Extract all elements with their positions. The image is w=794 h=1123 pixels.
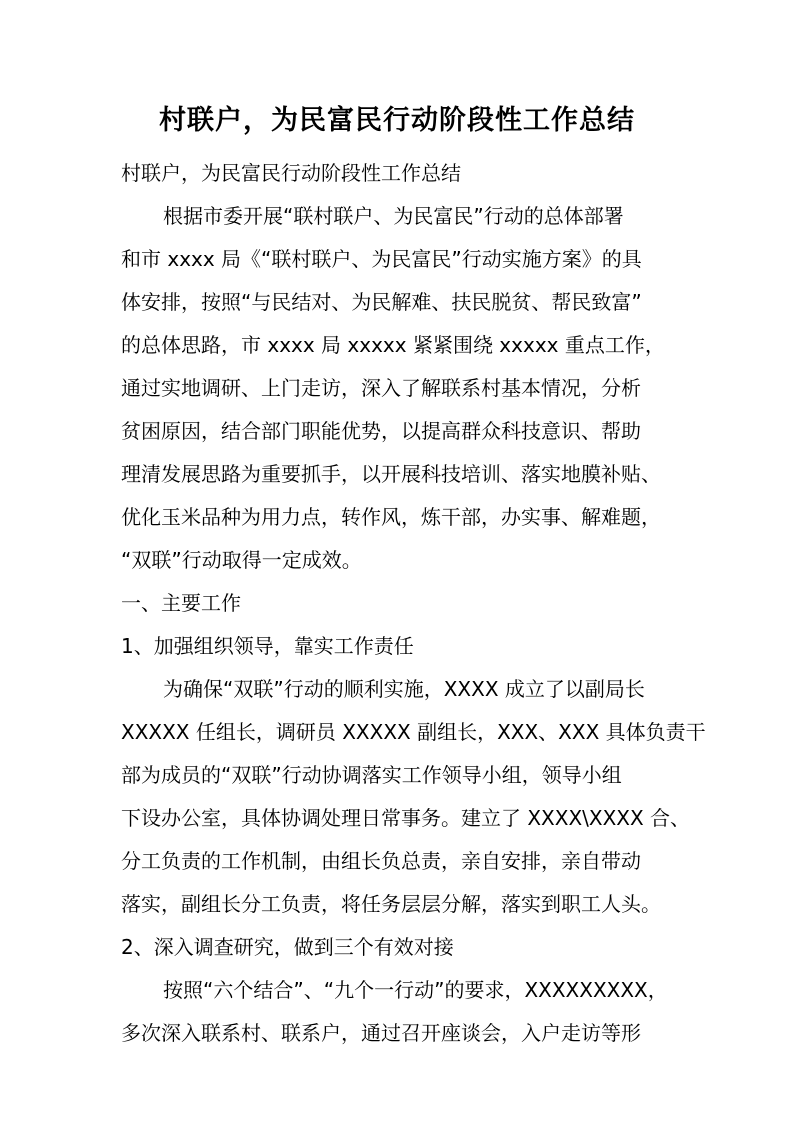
subtitle-line: 村联户，为民富民行动阶段性工作总结 [121, 161, 461, 185]
subsection-heading: 1、加强组织领导，靠实工作责任 [121, 634, 414, 658]
paragraph-line: 下设办公室，具体协调处理日常事务。建立了 XXXX\XXXX 合、 [121, 806, 691, 830]
paragraph-line: 根据市委开展“联村联户、为民富民”行动的总体部署 [163, 204, 624, 228]
paragraph-line: XXXXX 任组长，调研员 XXXXX 副组长，XXX、XXX 具体负责干 [121, 720, 706, 744]
paragraph-line: 优化玉米品种为用力点，转作风，炼干部，办实事、解难题， [121, 505, 661, 529]
paragraph-line: 落实，副组长分工负责，将任务层层分解，落实到职工人头。 [121, 892, 661, 916]
paragraph-line: 分工负责的工作机制，由组长负总责，亲自安排，亲自带动 [121, 849, 641, 873]
paragraph-line: 为确保“双联”行动的顺利实施，XXXX 成立了以副局长 [163, 677, 645, 701]
paragraph-line: 和市 xxxx 局《“联村联户、为民富民”行动实施方案》的具 [121, 247, 642, 271]
paragraph-line: 按照“六个结合”、“九个一行动”的要求，XXXXXXXXX， [163, 978, 668, 1002]
paragraph-line: “双联”行动取得一定成效。 [121, 548, 362, 572]
paragraph-line: 体安排，按照“与民结对、为民解难、扶民脱贫、帮民致富” [121, 290, 642, 314]
paragraph-line: 理清发展思路为重要抓手，以开展科技培训、落实地膜补贴、 [121, 462, 661, 486]
paragraph-line: 通过实地调研、上门走访，深入了解联系村基本情况，分析 [121, 376, 641, 400]
paragraph-line: 的总体思路，市 xxxx 局 xxxxx 紧紧围绕 xxxxx 重点工作， [121, 333, 665, 357]
section-heading: 一、主要工作 [121, 591, 241, 615]
subsection-heading: 2、深入调查研究，做到三个有效对接 [121, 935, 454, 959]
paragraph-line: 部为成员的“双联”行动协调落实工作领导小组，领导小组 [121, 763, 622, 787]
document-title: 村联户，为民富民行动阶段性工作总结 [159, 105, 635, 136]
paragraph-line: 贫困原因，结合部门职能优势，以提高群众科技意识、帮助 [121, 419, 641, 443]
paragraph-line: 多次深入联系村、联系户，通过召开座谈会，入户走访等形 [121, 1021, 641, 1045]
